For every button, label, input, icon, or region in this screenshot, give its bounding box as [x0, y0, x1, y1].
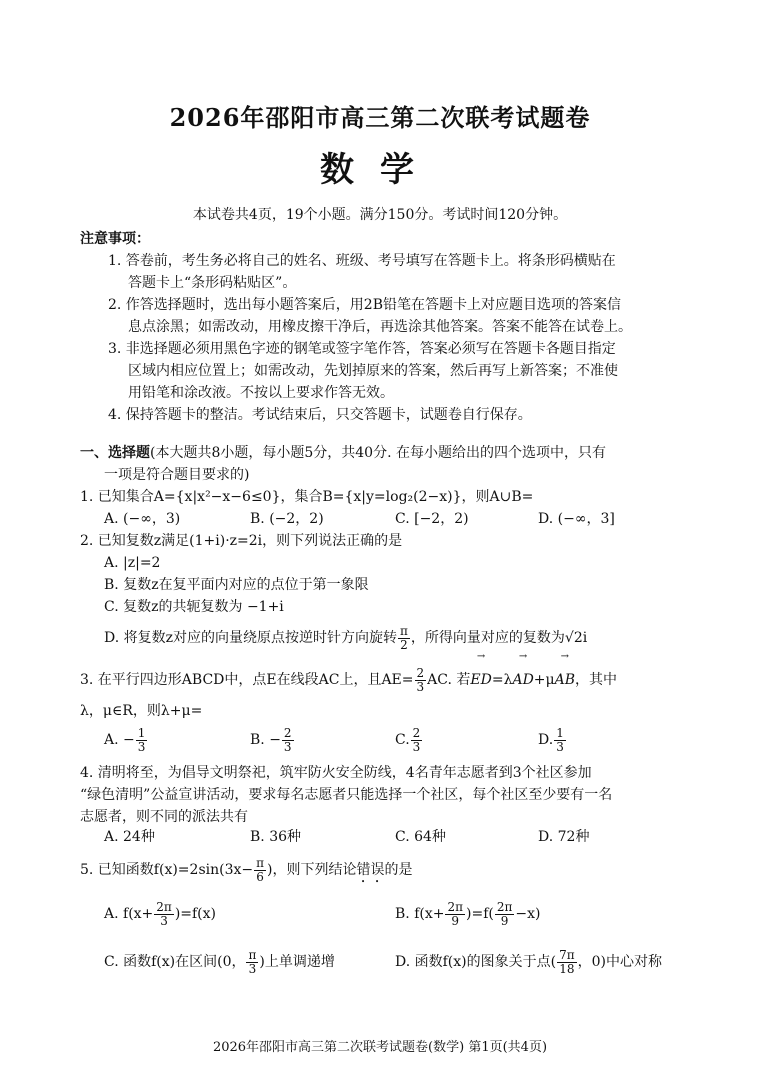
q3-text: 3. 在平行四边形ABCD中，点E在线段AC上，且AE=: [80, 672, 414, 688]
option-text: −x): [515, 906, 541, 922]
fraction-numerator: 2: [412, 725, 421, 740]
option-label: D.: [538, 732, 554, 748]
option-fraction: [495, 901, 515, 928]
notice-line: 息点涂黑；如需改动，用橡皮擦干净后，再选涂其他答案。答案不能答在试卷上。: [128, 319, 632, 335]
option-text: ，0)中心对称: [577, 954, 662, 970]
option-text: )=f(: [466, 906, 494, 922]
q4-stem-line1: 4. 清明将至，为倡导文明祭祀，筑牢防火安全防线，4名青年志愿者到3个社区参加: [80, 765, 592, 781]
option-text: )=f(x): [174, 906, 217, 922]
q5-text: 的是: [384, 862, 413, 878]
option-fraction: [136, 727, 148, 754]
q3-text: ，其中: [575, 672, 618, 688]
q1-option-c: C. [−2，2): [395, 511, 469, 527]
q5-emphasis: 错误: [356, 862, 385, 878]
notice-line: 区域内相应位置上；如需改动，先划掉原来的答案，然后再写上新答案；不准使: [128, 363, 618, 379]
q5-fraction: [254, 857, 266, 884]
notice-line: 用铅笔和涂改液。不按以上要求作答无效。: [128, 385, 394, 401]
q2-option-c: C. 复数z的共轭复数为 −1+i: [104, 599, 284, 615]
fraction-numerator: 1: [137, 725, 146, 740]
fraction-denominator: 3: [248, 961, 257, 976]
fraction-denominator: 6: [256, 869, 264, 884]
exam-intro: 本试卷共4页，19个小题。满分150分。考试时间120分钟。: [192, 207, 568, 223]
fraction-denominator: 3: [416, 679, 425, 694]
q3-text: =λ: [491, 672, 513, 688]
fraction-numerator: 1: [556, 725, 564, 740]
q3-stem-line2: λ，μ∈R，则λ+μ=: [80, 703, 203, 719]
q3-stem: [80, 662, 617, 698]
fraction-numerator: 2: [283, 725, 292, 740]
q5-option-b: [395, 896, 540, 932]
fraction-numerator: 7π: [559, 947, 575, 962]
option-fraction: [246, 949, 258, 976]
q1-stem: 1. 已知集合A={x|x²−x−6≤0}，集合B={x|y=log₂(2−x)}，则A∪B=: [80, 489, 534, 505]
notices-heading: 注意事项：: [80, 231, 150, 247]
fraction-denominator: 3: [137, 739, 146, 754]
q2-option-a: A. |z|=2: [104, 555, 161, 571]
q5-option-a: [104, 896, 216, 932]
q5-stem: [80, 852, 412, 888]
fraction-numerator: 2: [416, 665, 425, 680]
q3-text: +μ: [533, 672, 555, 688]
fraction-denominator: 3: [160, 913, 168, 928]
option-text: A. f(x+: [104, 906, 154, 922]
q4-stem-line2: “绿色清明”公益宣讲活动，要求每名志愿者只能选择一个社区，每个社区至少要有一名: [80, 787, 613, 803]
page-footer: 2026年邵阳市高三第二次联考试题卷(数学) 第1页(共4页): [212, 1040, 548, 1055]
option-label: C.: [395, 732, 410, 748]
option-fraction: [282, 727, 294, 754]
exam-title: 2026年邵阳市高三第二次联考试题卷: [169, 103, 591, 132]
fraction-numerator: 2π: [156, 899, 172, 914]
fraction-numerator: π: [248, 947, 257, 962]
q4-option-a: A. 24种: [104, 829, 155, 845]
fraction-denominator: 9: [500, 913, 509, 928]
fraction-denominator: 2: [400, 637, 408, 652]
option-text: D. 函数f(x)的图象关于点(: [395, 954, 557, 970]
notice-line: 3. 非选择题必须用黑色字迹的钢笔或签字笔作答，答案必须写在答题卡各题目指定: [108, 341, 616, 357]
q5-option-c: [104, 944, 335, 980]
q3-option-b: [250, 722, 295, 758]
q4-option-b: B. 36种: [250, 829, 302, 845]
q3-option-c: [395, 722, 423, 758]
option-label: B. −: [250, 732, 281, 748]
q5-text: )，则下列结论: [267, 862, 357, 878]
q4-stem-line3: 志愿者，则不同的派法共有: [80, 809, 248, 825]
vector-ab: → AB: [555, 662, 575, 698]
option-fraction: [554, 727, 566, 754]
q2-option-b: B. 复数z在复平面内对应的点位于第一象限: [104, 577, 369, 593]
q1-option-d: D. (−∞，3]: [538, 511, 615, 527]
q3-option-d: [538, 722, 567, 758]
section-description-2: 一项是符合题目要求的): [104, 467, 250, 483]
q5-text: 5. 已知函数f(x)=2sin(3x−: [80, 862, 254, 878]
q4-option-c: C. 64种: [395, 829, 446, 845]
option-text: B. f(x+: [395, 906, 445, 922]
q1-option-b: B. (−2，2): [250, 511, 324, 527]
notice-line: 1. 答卷前，考生务必将自己的姓名、班级、考号填写在答题卡上。将条形码横贴在: [108, 253, 616, 269]
subject-title: 数学: [320, 150, 440, 190]
q2-option-d: [104, 620, 587, 656]
q2-option-d-text-end: ，所得向量对应的复数为√2i: [410, 630, 588, 646]
notice-line: 4. 保持答题卡的整洁。考试结束后，只交答题卡，试题卷自行保存。: [108, 407, 532, 423]
section-description: (本大题共8小题，每小题5分，共40分. 在每小题给出的四个选项中，只有: [150, 445, 606, 461]
vector-ad: → AD: [512, 662, 533, 698]
q3-fraction: [415, 667, 427, 694]
q5-option-d: [395, 944, 662, 980]
fraction-denominator: 3: [556, 739, 564, 754]
notice-line: 答题卡上“条形码粘贴区”。: [128, 275, 297, 291]
fraction-numerator: 2π: [496, 899, 513, 914]
q1-option-a: A. (−∞，3): [104, 511, 181, 527]
fraction-denominator: 3: [283, 739, 292, 754]
section-heading: 一、选择题: [80, 445, 150, 461]
notice-line: 2. 作答选择题时，选出每小题答案后，用2B铅笔在答题卡上对应题目选项的答案信: [108, 297, 622, 313]
option-text: )上单调递增: [259, 954, 335, 970]
option-fraction: [154, 901, 174, 928]
fraction-denominator: 18: [559, 961, 575, 976]
q4-option-d: D. 72种: [538, 829, 590, 845]
q3-text: AC. 若: [427, 672, 471, 688]
option-text: C. 函数f(x)在区间(0，: [104, 954, 246, 970]
option-fraction: [557, 949, 577, 976]
option-fraction: [411, 727, 423, 754]
q2-stem: 2. 已知复数z满足(1+i)·z=2i，则下列说法正确的是: [80, 533, 403, 549]
option-label: A. −: [104, 732, 135, 748]
option-fraction: [445, 901, 465, 928]
fraction-denominator: 9: [451, 913, 460, 928]
vector-ed: → ED: [470, 662, 491, 698]
fraction-numerator: 2π: [447, 899, 463, 914]
fraction-numerator: π: [400, 623, 408, 638]
q2-option-d-fraction: [398, 625, 410, 652]
section-heading-line: [80, 444, 606, 462]
q2-option-d-text: D. 将复数z对应的向量绕原点按逆时针方向旋转: [104, 630, 398, 646]
fraction-denominator: 3: [412, 739, 421, 754]
fraction-numerator: π: [256, 855, 265, 870]
q3-option-a: [104, 722, 148, 758]
